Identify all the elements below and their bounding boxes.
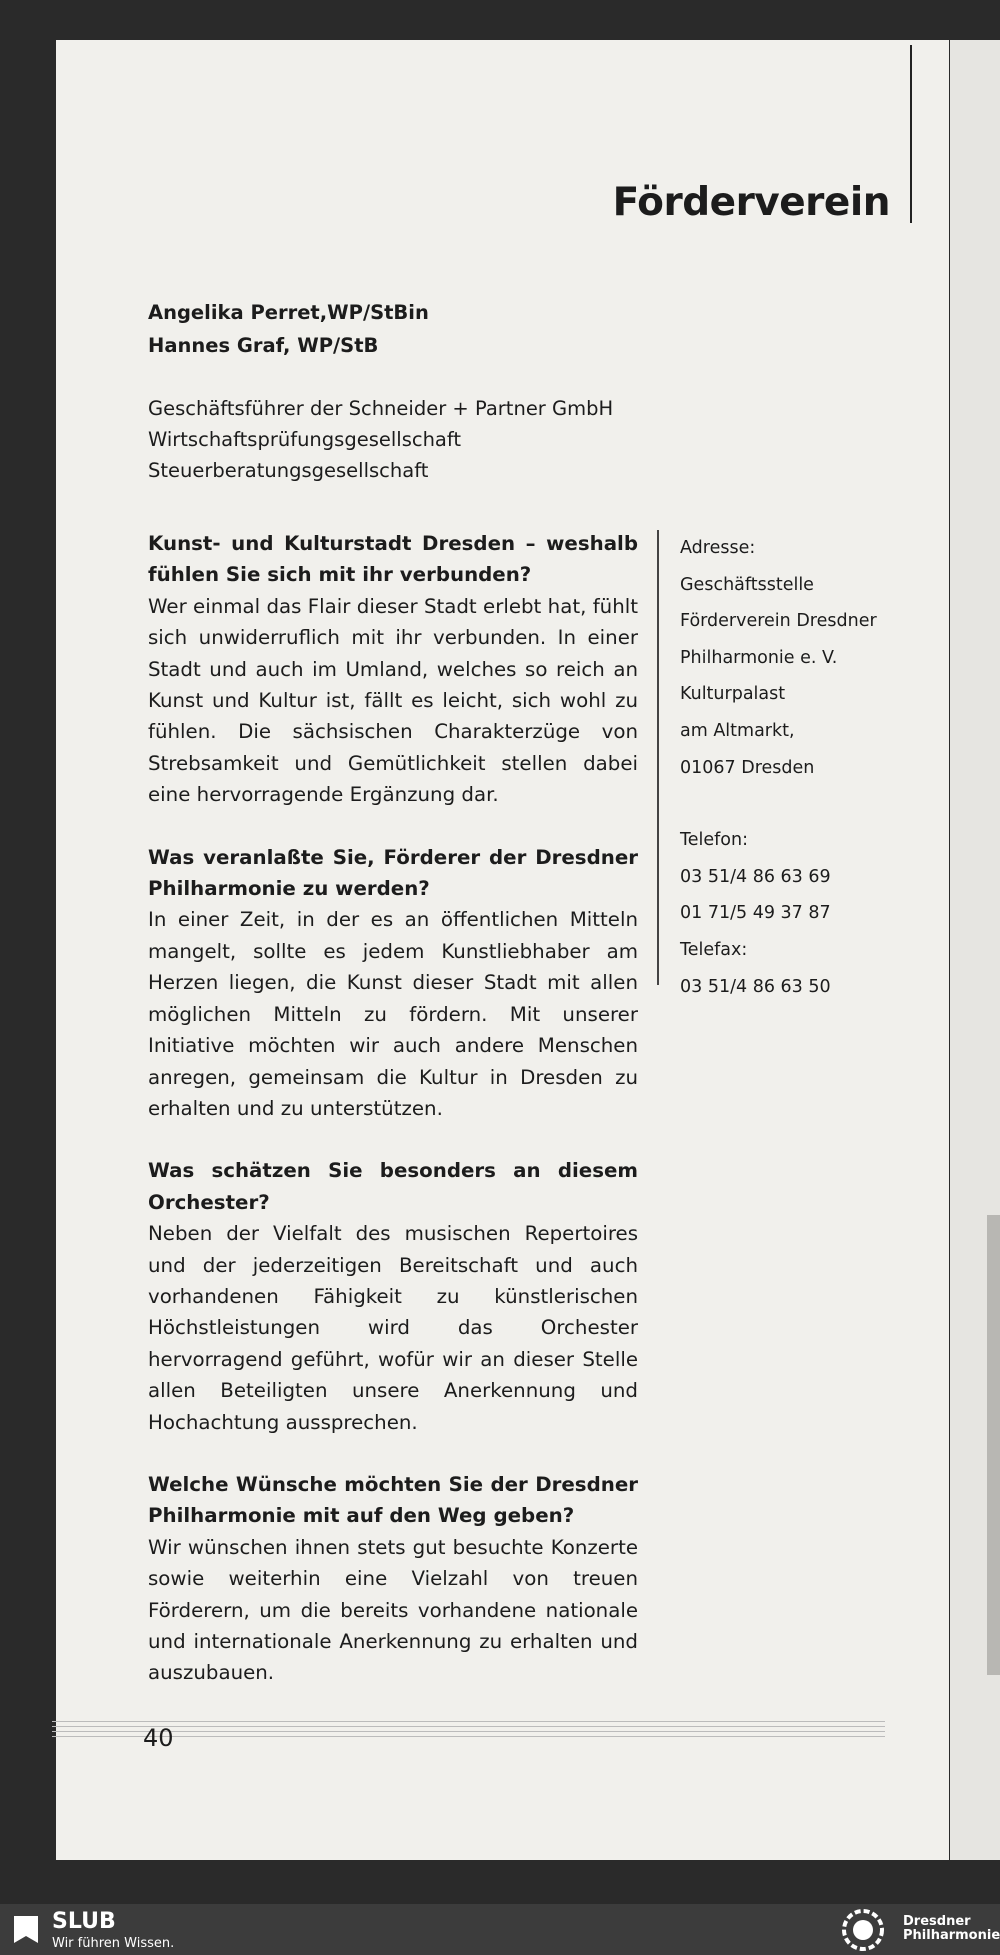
slub-logo-icon [14, 1916, 38, 1943]
interview-block [148, 842, 638, 1125]
company-line: Geschäftsführer der Schneider + Partner GmbH [148, 397, 614, 420]
interview-answer: Neben der Vielfalt des musischen Repertoires und der jederzeitigen Bereitschaft und auch vorhandenen Fähigkeit zu künstlerischen Höchstleistungen wird das Orchester hervorragend geführt, wofür wir an dieser Stelle allen Beteiligten unsere Anerkennung und Hochachtung aussprechen. [148, 1222, 638, 1434]
philharmonie-logo-icon [842, 1909, 884, 1951]
address-line: am Altmarkt, [680, 720, 795, 741]
adjacent-page-strip [987, 1215, 1000, 1675]
author-block [148, 296, 429, 362]
address-line: Philharmonie e. V. [680, 647, 838, 668]
library-name: SLUB [52, 1909, 116, 1934]
interview-block [148, 1155, 638, 1438]
phone-number: 01 71/5 49 37 87 [680, 903, 831, 924]
contact-sidebar [680, 530, 877, 1005]
interview-question: Kunst- und Kulturstadt Dresden – weshalb fühlen Sie sich mit ihr verbunden? [148, 532, 638, 587]
address-line: 01067 Dresden [680, 757, 815, 778]
address-line: Kulturpalast [680, 684, 786, 705]
phone-label: Telefon: [680, 830, 748, 851]
company-line: Steuerberatungsgesellschaft [148, 459, 429, 482]
footer-rule-lines [52, 1721, 885, 1741]
partner-name: Dresdner Philharmonie [903, 1914, 1000, 1943]
page-number: 40 [143, 1724, 174, 1752]
fax-label: Telefax: [680, 939, 748, 960]
library-tagline: Wir führen Wissen. [52, 1936, 175, 1951]
section-title: Förderverein [612, 180, 890, 225]
interview-question: Was schätzen Sie besonders an diesem Orchester? [148, 1159, 638, 1214]
interview-column [148, 528, 638, 1720]
interview-answer: Wer einmal das Flair dieser Stadt erlebt hat, fühlt sich unwiderruflich mit ihr verbunden. In einer Stadt und auch im Umland, welches so reich an Kunst und Kultur ist, fällt es leicht, sich wohl zu fühlen. Die sächsischen Charakterzüge von Strebsamkeit und Gemütlichkeit stellen dabei eine hervorragende Ergänzung dar. [148, 594, 638, 807]
interview-question: Was veranlaßte Sie, Förderer der Dresdner Philharmonie zu werden? [148, 845, 638, 901]
author-name: Hannes Graf, WP/StB [148, 334, 379, 357]
interview-block [148, 528, 638, 811]
company-block [148, 393, 613, 486]
address-label: Adresse: [680, 538, 756, 558]
phone-number: 03 51/4 86 63 69 [680, 866, 831, 887]
interview-answer: In einer Zeit, in der es an öffentlichen Mitteln mangelt, sollte es jedem Kunstliebhaber am Herzen liegen, die Kunst dieser Stadt mit allen möglichen Mitteln zu fördern. Mit unserer Initiative möchten wir auch andere Menschen anregen, gemeinsam die Kultur in Dresden zu erhalten und zu unterstützen. [148, 908, 638, 1120]
interview-question: Welche Wünsche möchten Sie der Dresdner Philharmonie mit auf den Weg geben? [148, 1472, 638, 1528]
author-name: Angelika Perret,WP/StBin [148, 301, 429, 324]
address-line: Geschäftsstelle [680, 574, 814, 595]
fax-number: 03 51/4 86 63 50 [680, 976, 831, 997]
page-edge-line [910, 45, 912, 223]
interview-block [148, 1469, 638, 1689]
column-divider [657, 530, 659, 985]
viewer-footer-bar [0, 1904, 1000, 1955]
company-line: Wirtschaftsprüfungsgesellschaft [148, 428, 462, 451]
interview-answer: Wir wünschen ihnen stets gut besuchte Konzerte sowie weiterhin eine Vielzahl von treuen Förderern, um die bereits vorhandene nationale und internationale Anerkennung zu erhalten und auszubauen. [148, 1535, 638, 1685]
address-line: Förderverein Dresdner [680, 611, 877, 632]
